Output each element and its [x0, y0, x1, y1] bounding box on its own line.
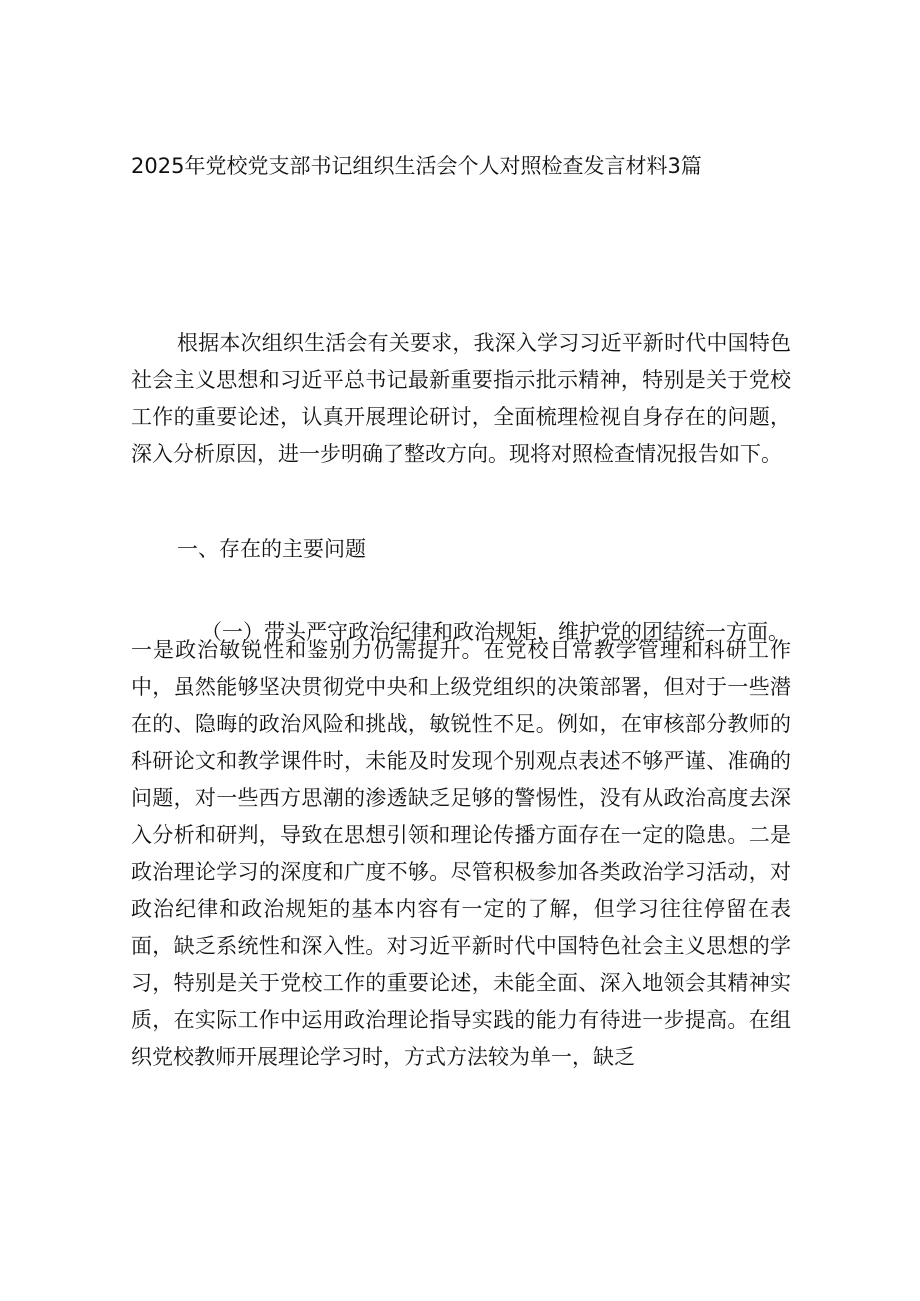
body-paragraph: 一是政治敏锐性和鉴别力仍需提升。在党校日常教学管理和科研工作中，虽然能够坚决贯彻党中央和上级党组织的决策部署，但对于一些潜在的、隐晦的政治风险和挑战，敏锐性不足。例如，在审核部分教师的科研论文和教学课件时，未能及时发现个别观点表述不够严谨、准确的问题，对一些西方思潮的渗透缺乏足够的警惕性，没有从政治高度去深入分析和研判，导致在思想引领和理论传播方面存在一定的隐患。二是政治理论学习的深度和广度不够。尽管积极参加各类政治学习活动，对政治纪律和政治规矩的基本内容有一定的了解，但学习往往停留在表面，缺乏系统性和深入性。对习近平新时代中国特色社会主义思想的学习，特别是关于党校工作的重要论述，未能全面、深入地领会其精神实质，在实际工作中运用政治理论指导实践的能力有待进一步提高。在组织党校教师开展理论学习时，方式方法较为单一，缺乏 — [131, 638, 791, 1069]
document-title: 2025年党校党支部书记组织生活会个人对照检查发言材料3篇 — [131, 154, 702, 178]
section-heading: 一、存在的主要问题 — [177, 537, 366, 561]
subsection-heading: （一）带头严守政治纪律和政治规矩，维护党的团结统一方面。 — [201, 620, 789, 644]
intro-paragraph: 根据本次组织生活会有关要求，我深入学习习近平新时代中国特色社会主义思想和习近平总书记最新重要指示批示精神，特别是关于党校工作的重要论述，认真开展理论研讨，全面梳理检视自身存在的问题，深入分析原因，进一步明确了整改方向。现将对照检查情况报告如下。 — [131, 331, 791, 466]
